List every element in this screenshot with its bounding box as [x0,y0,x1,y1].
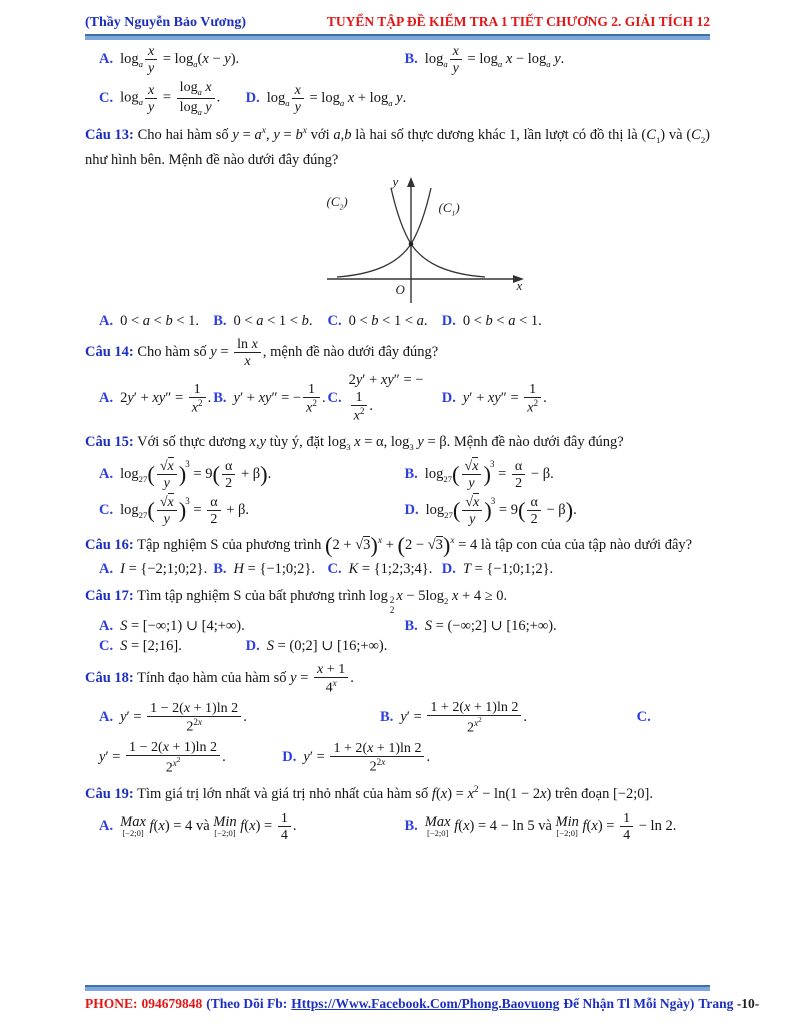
option-label: C. [327,312,342,329]
option-formula: S = (0;2] ∪ [16;+∞). [266,637,388,654]
option-formula: $\log_{27}$( $\frac{√x}{y}$ )$^3$ = $\frac{\alpha}{2}$ + β. [120,494,250,528]
option-A [99,458,405,491]
option-formula: $\log_a$ $\frac{x}{y}$ = $\log_a x - \log_a y$. [424,43,565,77]
option-C [99,79,246,117]
question-body: Tìm tập nghiệm S của bất phương trình log 2 2 $x - 5\log_2$ x + 4 ≥ 0. [137,588,508,615]
question-12-options [85,43,710,117]
question-body: Tập nghiệm S của phương trình $(2 + √3)^x + (2 - √3)^x = 4$ là tập con của của tập nào dưới đây? [137,532,693,558]
option-formula: $\log_a$ $\frac{x}{y}$ = $\log_a x + \log_a y$. [266,81,407,115]
page-footer [85,982,760,1012]
origin-label: O [395,281,405,297]
facebook-link[interactable]: Https://Www.Facebook.Com/Phong.Baovuong [291,996,560,1011]
option-D [405,494,577,527]
option-A [99,618,405,635]
question-text [85,430,710,455]
footer-divider [85,985,710,991]
x-axis-label: x [516,277,523,293]
question-18 [85,661,710,776]
option-formula: K = {1;2;3;4}. [348,561,433,578]
option-row [85,494,710,527]
curve-label-c2: $(C_2)$ [326,193,348,212]
option-A [99,43,405,76]
option-label: B. [380,709,394,725]
option-formula: I = {−2;1;0;2}. [120,561,208,578]
option-A [99,700,380,735]
question-label: Câu 14: [85,343,134,360]
option-D [246,82,407,115]
option-formula: S = (−∞;2] ∪ [16;+∞). [424,617,557,634]
option-formula: 2y′ + xy″ = $\frac{1}{x^2}$ . [120,380,212,416]
header-divider [85,34,710,40]
facebook-note-pre: (Theo Dõi Fb: [206,996,288,1011]
question-label: Câu 18: [85,669,134,686]
page-number-value: -10- [736,996,760,1011]
question-14 [85,336,710,424]
page-number [698,996,759,1012]
option-B [405,43,565,76]
option-row [85,458,710,491]
option-label: C. [327,389,342,406]
question-body: Cho hàm số y = $\frac{\text{ln x}}{x}$ , mệnh đề nào dưới đây đúng? [137,335,439,369]
option-A [99,313,213,330]
option-label: C. [327,561,342,578]
option-formula: y′ + xy″ = − $\frac{1}{x^2}$ . [233,380,326,416]
option-row [85,618,710,635]
option-formula: y′ + xy″ = $\frac{1}{x^2}$ . [462,380,547,416]
question-13 [85,123,710,329]
option-label: A. [99,617,114,634]
option-label: A. [99,389,114,406]
option-formula: Max [−2;0] f(x) = 4 và Min [−2;0] f(x) = $\frac{1}{4}$ . [120,809,297,843]
curve-intersection-point [408,241,413,246]
option-B [405,618,557,635]
question-body: Tính đạo hàm của hàm số y = $\frac{x + 1}{4^x}$ . [137,660,354,696]
option-A [99,561,213,578]
option-B [213,561,327,578]
option-label: B. [213,389,227,406]
question-16 [85,533,710,578]
question-text [85,336,710,369]
y-axis-arrow-icon [407,177,415,187]
option-C [328,372,442,424]
question-body: Cho hai hàm số $y = a^x$, $y = b^x$ với a,b là hai số thực dương khác 1, lần lượt có đồ thị là $(C_1)$ và $(C_2)$ như hình bên. Mệnh đề nào dưới đây đúng? [85,126,711,169]
option-B [405,810,677,843]
option-B [405,458,554,491]
option-label: B. [213,312,227,329]
option-row [85,739,710,776]
phone-label: PHONE: [85,996,138,1011]
option-label: A. [99,561,114,578]
option-formula: S = [2;16]. [120,637,182,654]
option-label: B. [404,51,418,68]
option-row [85,313,710,330]
option-label: D. [245,89,260,106]
question-label: Câu 19: [85,786,134,803]
option-A [99,810,405,843]
option-formula: y′ = $\frac{1 + 2(x + 1)\ln 2}{2^{x^2}}$ . [400,698,528,736]
option-label: A. [99,312,114,329]
option-C [328,561,442,578]
option-D [246,638,388,655]
option-formula: $\log_{27}$( $\frac{√x}{y}$ )$^3$ = 9( $\frac{\alpha}{2}$ + β). [120,457,272,491]
option-formula: $\log_a$ $\frac{x}{y}$ = $\frac{\log_a x}{\log_a y}$ . [120,79,221,117]
option-label: D. [441,561,456,578]
question-15 [85,430,710,527]
option-row [85,810,710,843]
option-label: B. [213,561,227,578]
graph-curve-c2 [391,188,485,277]
question-body: Tìm giá trị lớn nhất và giá trị nhỏ nhất của hàm số $f(x) = x^2 - \ln(1 - 2x)$ trên đoạn [−2;0]. [137,785,653,803]
option-formula: 0 < b < 1 < a. [348,312,428,329]
curve-label-c1: $(C_1)$ [438,199,460,218]
header-author: (Thầy Nguyễn Bảo Vương) [85,15,246,30]
question-17 [85,584,710,655]
option-formula: H = {−1;0;2}. [233,561,315,578]
option-label: A. [99,51,114,68]
option-label: D. [282,749,297,766]
option-formula: $\log_{27}$( $\frac{√x}{y}$ )$^3$ = $\frac{\alpha}{2}$ − β. [424,457,554,491]
option-formula: Max [−2;0] f(x) = 4 − ln 5 và Min [−2;0] f(x) = $\frac{1}{4}$ − ln 2. [424,809,677,843]
page-header [85,14,710,31]
option-D [442,313,542,330]
question-text [85,533,710,558]
question-body: Với số thực dương x,y tùy ý, đặt $\log_3 x = \alpha$, $\log_3 y = \beta$. Mệnh đề nào dưới đây đúng? [137,434,624,452]
option-label: C. [636,709,651,725]
option-formula: 0 < a < 1 < b. [233,312,313,329]
option-label: B. [404,617,418,634]
question-19 [85,782,710,843]
question-text [85,123,710,172]
option-D [442,561,553,578]
footer-contact [85,996,698,1012]
option-row [85,561,710,578]
option-formula: 0 < b < a < 1. [462,312,542,329]
question-label: Câu 17: [85,588,134,605]
option-row [85,372,710,424]
question-text [85,782,710,807]
option-label: B. [404,817,418,834]
option-label: D. [245,637,260,654]
option-label: C. [99,637,114,654]
option-label: C. [99,502,114,519]
option-label: D. [441,312,456,329]
question-label: Câu 16: [85,537,134,554]
option-label: D. [441,389,456,406]
option-C [99,638,246,655]
option-formula: $\log_a$ $\frac{x}{y}$ = $\log_a(x - y)$. [120,43,240,77]
question-text [85,661,710,696]
option-row [85,79,710,117]
option-formula: 0 < a < b < 1. [120,312,200,329]
option-formula: y′ = $\frac{1 - 2(x + 1)\ln 2}{2^{2x}}$ . [120,699,247,735]
question-text [85,584,710,615]
question-label: Câu 15: [85,434,134,451]
header-title: TUYỂN TẬP ĐỀ KIỂM TRA 1 TIẾT CHƯƠNG 2. GIẢI TÍCH 12 [326,14,710,29]
option-formula: 2y′ + xy″ = − $\frac{1}{x^2}$ . [348,372,424,424]
option-label: C. [99,89,114,106]
question-label: Câu 13: [85,127,134,144]
option-row [85,699,710,736]
facebook-note-post: Để Nhận Tl Mỗi Ngày) [563,996,695,1011]
option-formula: y′ = $\frac{1 - 2(x + 1)\ln 2}{2^{x^2}}$ . [99,739,226,776]
option-B [213,381,327,416]
option-C-label [637,709,651,726]
graph-curve-c1 [337,188,431,277]
option-row [85,638,710,655]
option-D [282,740,430,775]
option-formula: $\log_{27}$( $\frac{√x}{y}$ )$^3$ = 9( $\frac{\alpha}{2}$ − β). [425,494,577,528]
option-B [213,313,327,330]
phone-number: 094679848 [141,996,203,1011]
option-label: A. [99,709,114,725]
option-label: D. [404,502,419,519]
option-label: A. [99,465,114,482]
option-label: B. [404,465,418,482]
function-graph [313,173,543,310]
option-D [442,381,547,416]
page-number-label: Trang [698,996,734,1011]
option-formula: y′ = $\frac{1 + 2(x + 1)\ln 2}{2^{2x}}$ . [303,740,431,775]
option-A [99,381,213,416]
option-C-formula [99,739,282,776]
option-label: A. [99,817,114,834]
y-axis-label: y [392,173,399,189]
option-row [85,43,710,76]
option-formula: S = [−∞;1) ∪ [4;+∞). [120,617,245,634]
option-C [99,494,405,527]
option-formula: T = {−1;0;1;2}. [462,561,554,578]
option-B [380,699,637,736]
option-C [328,313,442,330]
